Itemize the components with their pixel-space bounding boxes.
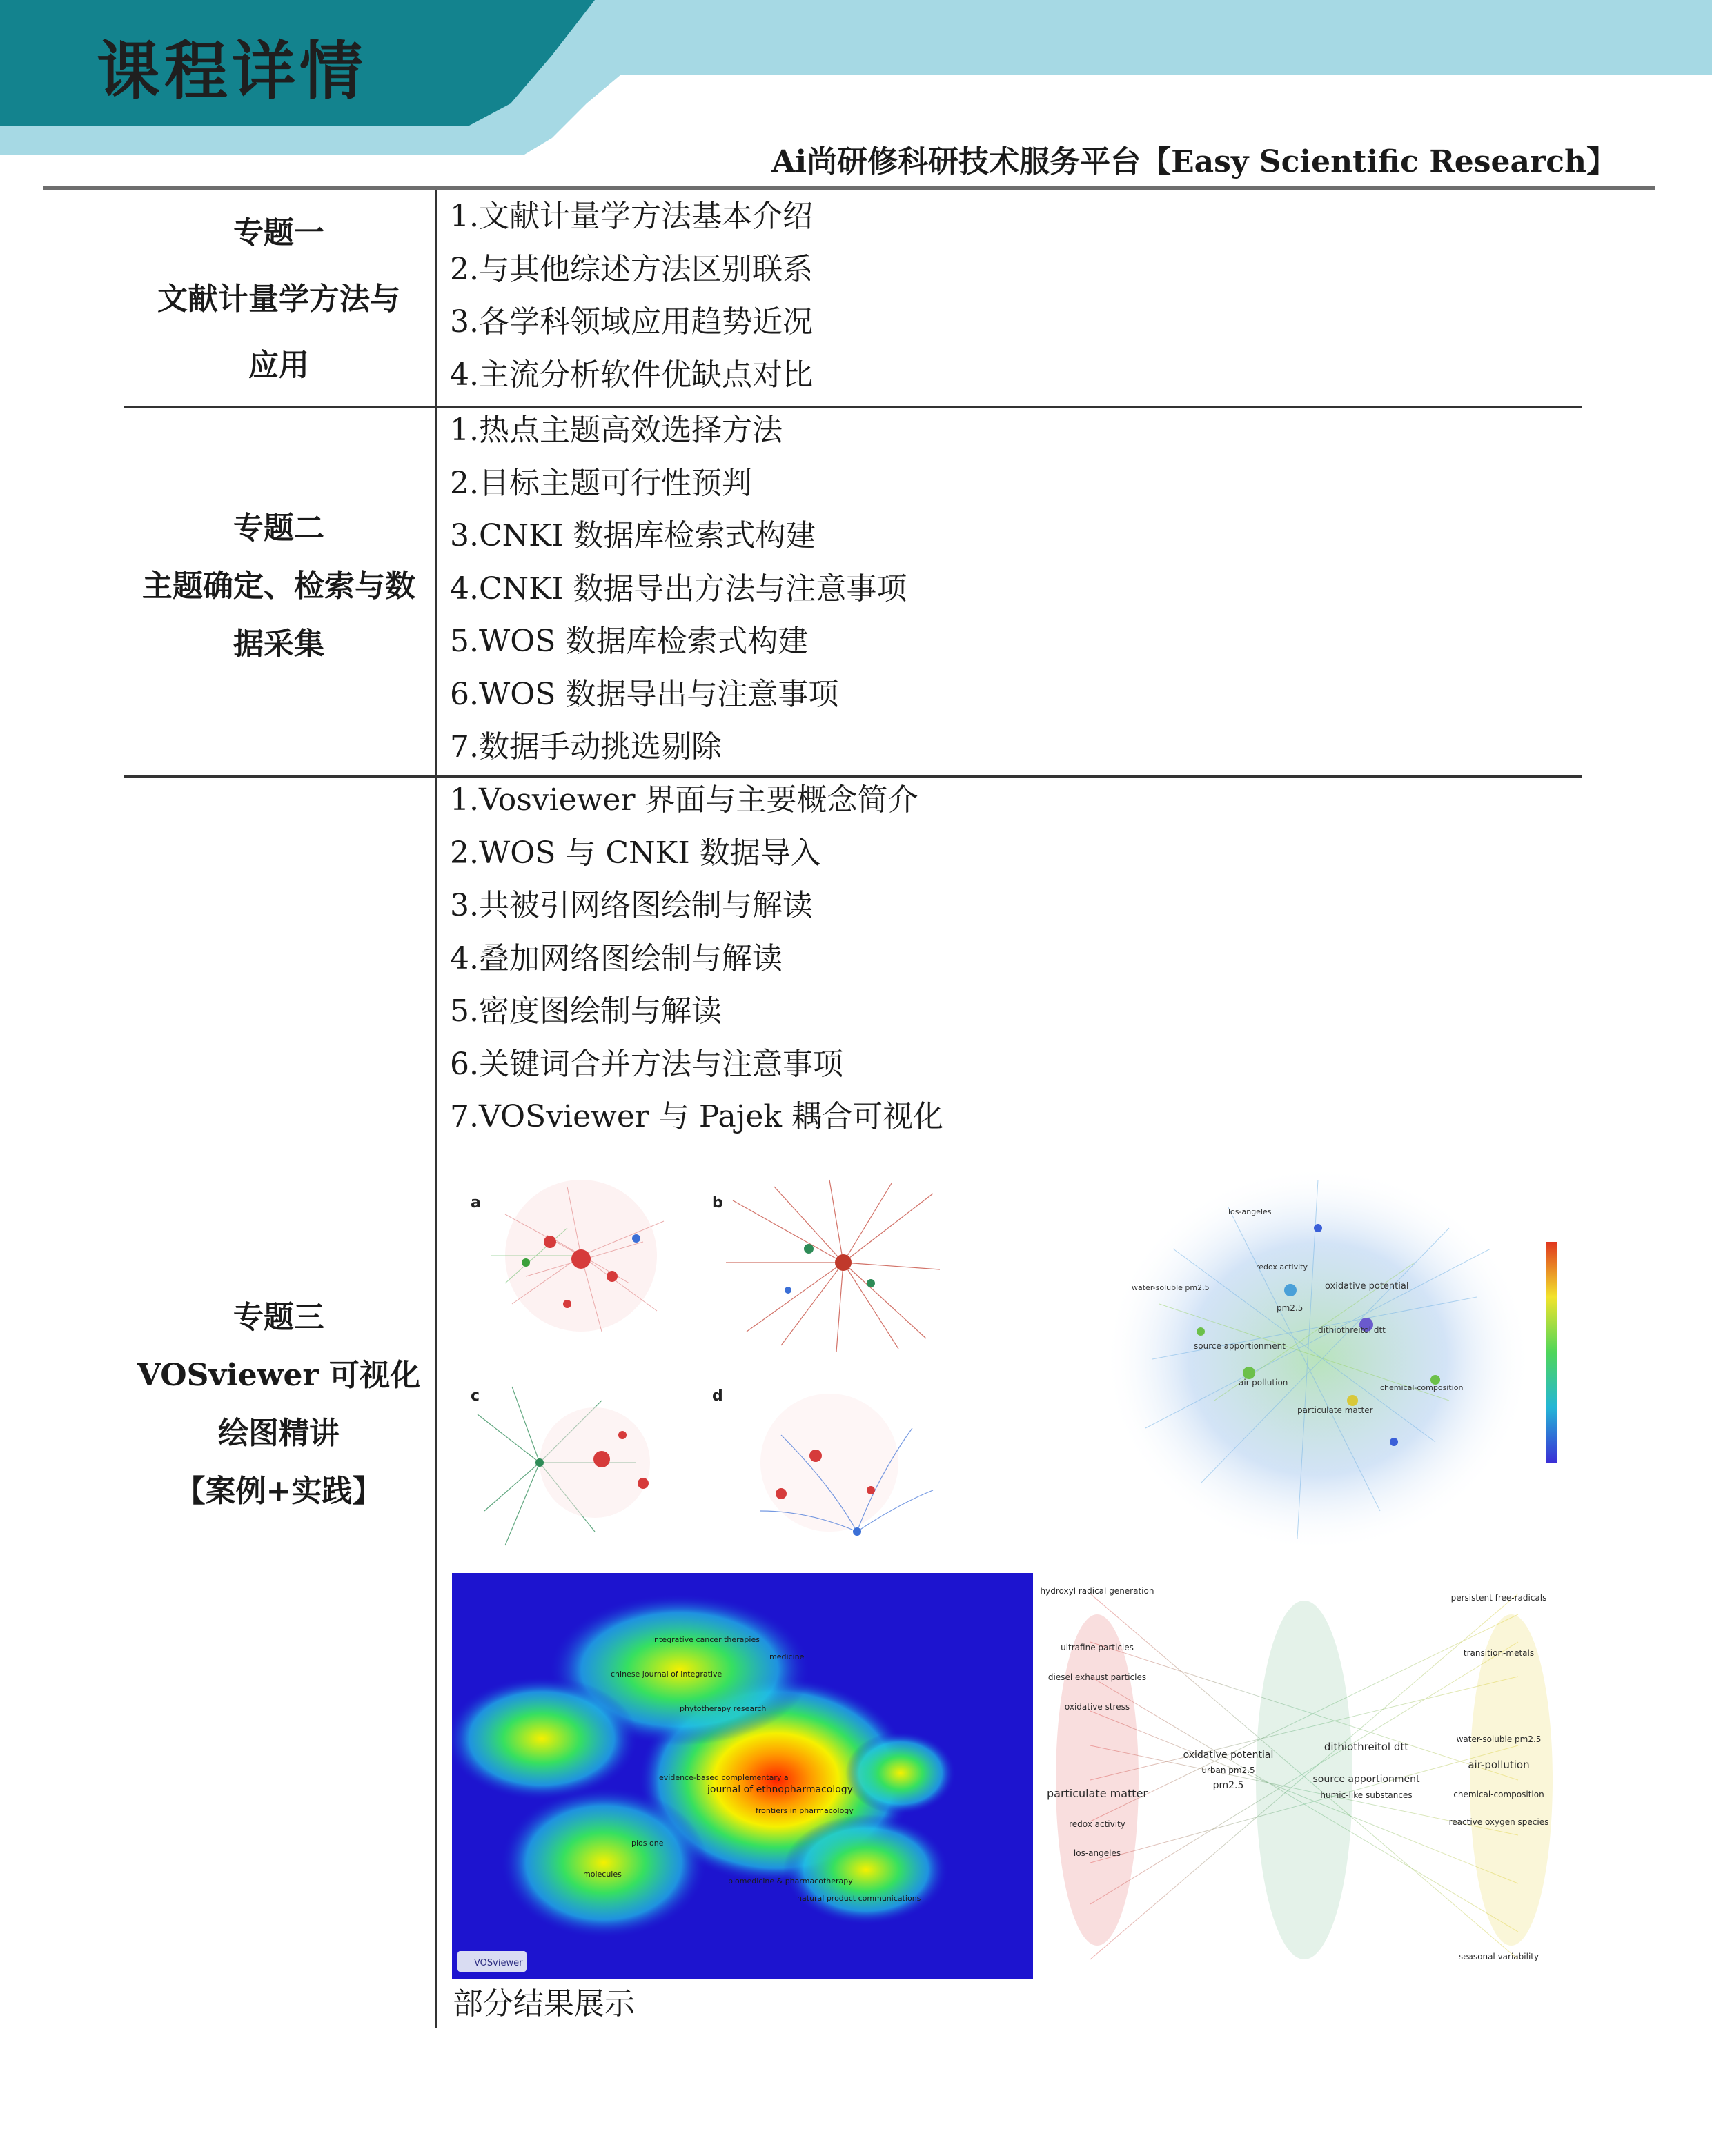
density-label: frontiers in pharmacology — [756, 1806, 854, 1815]
parallel-label: hydroxyl radical generation — [1040, 1586, 1154, 1596]
list-item: 4.叠加网络图绘制与解读 — [450, 940, 783, 976]
parallel-label: source apportionment — [1312, 1774, 1420, 1785]
header-rule — [43, 186, 1655, 190]
density-label: chinese journal of integrative — [611, 1670, 722, 1679]
panel-c — [471, 1387, 650, 1545]
list-item: 5.密度图绘制与解读 — [450, 993, 722, 1029]
parallel-label: oxidative potential — [1183, 1750, 1274, 1761]
vosviewer-logo-text: VOSviewer — [474, 1958, 523, 1968]
topic-2-items — [450, 404, 907, 774]
parallel-label: seasonal variability — [1458, 1952, 1539, 1961]
parallel-label: reactive oxygen species — [1448, 1817, 1549, 1827]
list-item: 2.与其他综述方法区别联系 — [450, 251, 813, 287]
overlay-label: dithiothreitol dtt — [1318, 1325, 1386, 1335]
overlay-label: pm2.5 — [1277, 1303, 1303, 1313]
density-label: journal of ethnopharmacology — [707, 1784, 853, 1795]
parallel-label: dithiothreitol dtt — [1324, 1741, 1409, 1753]
density-label: phytotherapy research — [680, 1704, 767, 1713]
parallel-label: air-pollution — [1468, 1759, 1530, 1771]
list-item: 2.目标主题可行性预判 — [450, 465, 752, 501]
panel-label-d: d — [712, 1387, 723, 1405]
list-item: 7.数据手动挑选剔除 — [450, 729, 722, 764]
color-scale-bar — [1546, 1242, 1557, 1463]
list-item: 1.热点主题高效选择方法 — [450, 413, 783, 448]
density-map-figure — [452, 1573, 1033, 1979]
list-item: 1.Vosviewer 界面与主要概念简介 — [450, 782, 918, 818]
overlay-label: particulate matter — [1297, 1405, 1373, 1415]
list-item: 7.VOSviewer 与 Pajek 耦合可视化 — [450, 1099, 944, 1134]
parallel-label: pm2.5 — [1212, 1780, 1244, 1791]
list-item: 3.各学科领域应用趋势近况 — [450, 304, 813, 339]
table-divider-vertical — [435, 190, 437, 2028]
panel-a — [471, 1180, 664, 1332]
overlay-network-figure — [1090, 1152, 1573, 1566]
parallel-label: oxidative stress — [1064, 1702, 1130, 1712]
overlay-label: oxidative potential — [1325, 1281, 1409, 1292]
panel-label-c: c — [471, 1387, 480, 1405]
list-item: 4.CNKI 数据导出方法与注意事项 — [450, 571, 907, 606]
parallel-label: urban pm2.5 — [1201, 1766, 1255, 1775]
page-title: 课程详情 — [97, 34, 368, 108]
overlay-label: water-soluble pm2.5 — [1132, 1283, 1210, 1292]
density-label: medicine — [769, 1652, 805, 1661]
platform-name: Ai尚研修科研技术服务平台【Easy Scientific Research】 — [771, 144, 1617, 179]
topic-3-items — [450, 774, 943, 1144]
network-panels-figure — [464, 1173, 954, 1559]
topic-1-items — [450, 190, 813, 402]
panel-label-b: b — [712, 1194, 723, 1211]
panel-b — [712, 1180, 940, 1352]
list-item: 3.CNKI 数据库检索式构建 — [450, 518, 816, 553]
topic-2-label: 专题二 主题确定、检索与数 据采集 — [142, 511, 415, 662]
parallel-label: particulate matter — [1046, 1787, 1148, 1800]
list-item: 4.主流分析软件优缺点对比 — [450, 357, 813, 393]
figure-caption: 部分结果展示 — [453, 1986, 635, 2021]
parallel-label: water-soluble pm2.5 — [1456, 1734, 1542, 1744]
list-item: 5.WOS 数据库检索式构建 — [450, 624, 809, 659]
density-label: biomedicine & pharmacotherapy — [728, 1877, 853, 1886]
parallel-label: diesel exhaust particles — [1047, 1672, 1147, 1682]
panel-label-a: a — [471, 1194, 481, 1211]
density-label: molecules — [583, 1870, 622, 1879]
parallel-label: humic-like substances — [1320, 1790, 1413, 1800]
overlay-label: chemical-composition — [1380, 1383, 1464, 1392]
topic-3-label: 专题三 VOSviewer 可视化 绘图精讲 【案例+实践】 — [137, 1300, 421, 1509]
topic-1-label: 专题一 文献计量学方法与 应用 — [157, 215, 400, 383]
parallel-label: persistent free-radicals — [1450, 1593, 1547, 1603]
list-item: 6.关键词合并方法与注意事项 — [450, 1046, 843, 1082]
overlay-label: air-pollution — [1239, 1378, 1288, 1387]
parallel-network-figure — [1035, 1573, 1580, 1980]
density-label: natural product communications — [797, 1894, 921, 1903]
parallel-label: chemical-composition — [1453, 1790, 1544, 1799]
density-label: plos one — [631, 1839, 664, 1848]
overlay-label: redox activity — [1256, 1263, 1308, 1272]
list-item: 2.WOS 与 CNKI 数据导入 — [450, 835, 821, 871]
parallel-label: transition-metals — [1463, 1648, 1535, 1658]
list-item: 6.WOS 数据导出与注意事项 — [450, 676, 839, 712]
list-item: 1.文献计量学方法基本介绍 — [450, 199, 813, 234]
density-label: integrative cancer therapies — [652, 1635, 760, 1644]
density-label: evidence-based complementary a — [659, 1773, 789, 1782]
parallel-label: redox activity — [1069, 1819, 1125, 1829]
parallel-label: ultrafine particles — [1061, 1643, 1134, 1652]
list-item: 3.共被引网络图绘制与解读 — [450, 888, 813, 923]
overlay-label: source apportionment — [1194, 1341, 1286, 1351]
panel-d — [712, 1387, 933, 1536]
parallel-label: los-angeles — [1073, 1848, 1121, 1858]
overlay-label: los-angeles — [1228, 1207, 1272, 1216]
